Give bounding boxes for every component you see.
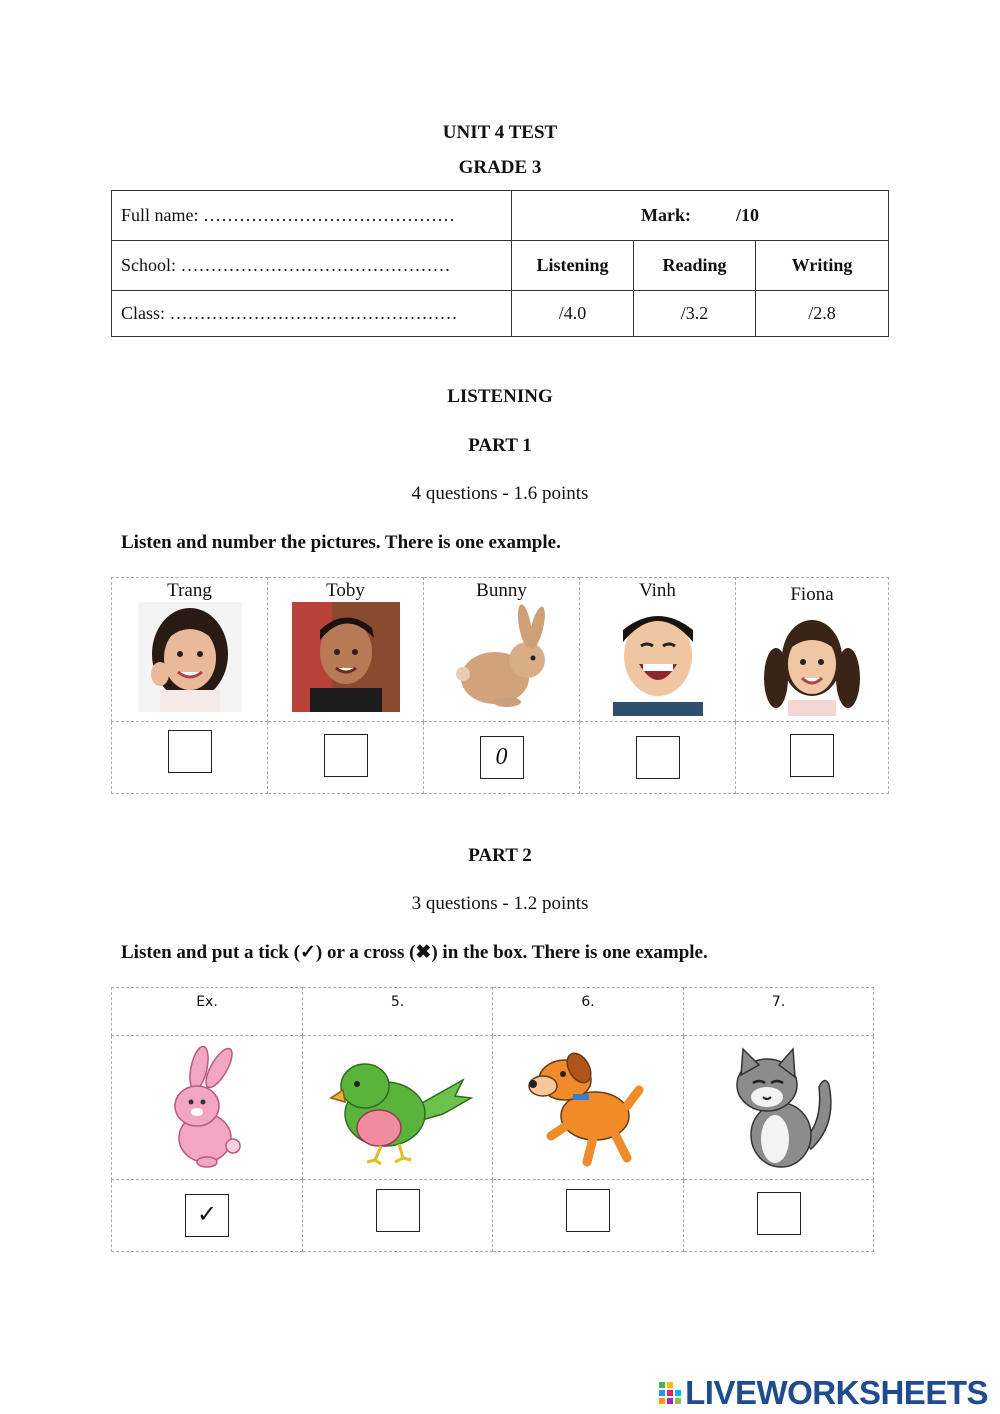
answer-cell [736, 722, 889, 794]
answer-cell [112, 722, 268, 794]
writing-score: /2.8 [756, 291, 889, 337]
cat-icon [719, 1045, 839, 1171]
part2-title: PART 2 [468, 845, 532, 866]
reading-score: /3.2 [634, 291, 756, 337]
picture-cell [493, 1036, 684, 1180]
answer-cell [268, 722, 424, 794]
part2-instruction: Listen and put a tick (✓) or a cross (✖) in the box. There is one example. [121, 942, 708, 963]
label-cell [493, 988, 684, 1036]
item-label-6: 6. [581, 994, 595, 1010]
picture-cell [684, 1036, 874, 1180]
answer-box-5[interactable] [376, 1189, 420, 1232]
part1-points: 4 questions - 1.6 points [411, 483, 589, 504]
school-field[interactable]: School: ……………………………………… [112, 241, 512, 291]
item-label-5: 5. [390, 994, 405, 1010]
answer-box-example: ✓ [185, 1194, 229, 1237]
answer-box-7[interactable] [757, 1192, 801, 1235]
part2-points: 3 questions - 1.2 points [411, 893, 589, 914]
answer-cell [303, 1180, 493, 1252]
answer-box-toby[interactable] [324, 734, 368, 777]
student-info-table [111, 190, 889, 337]
photo-cell-trang [112, 578, 268, 722]
photo-name: Toby [326, 580, 365, 601]
mark-cell [512, 191, 889, 241]
answer-cell [684, 1180, 874, 1252]
dog-icon [523, 1046, 653, 1170]
listening-title: LISTENING [447, 386, 553, 407]
grade-title: GRADE 3 [458, 157, 542, 178]
mark-total: /10 [735, 205, 759, 225]
photo-name: Fiona [790, 584, 834, 605]
bird-icon [323, 1050, 473, 1166]
answer-box-6[interactable] [566, 1189, 610, 1232]
answer-box-vinh[interactable] [636, 736, 680, 779]
photo-cell-vinh [580, 578, 736, 722]
liveworksheets-icon [659, 1382, 681, 1408]
rabbit-icon [159, 1046, 255, 1170]
boy-laughing-photo-icon [603, 602, 713, 716]
part2-grid [111, 987, 874, 1252]
mark-label: Mark: [641, 205, 691, 225]
answer-cell [424, 722, 580, 794]
liveworksheets-logo [659, 1374, 988, 1412]
part1-instruction: Listen and number the pictures. There is one example. [121, 532, 561, 553]
answer-cell [580, 722, 736, 794]
label-cell [303, 988, 493, 1036]
label-cell [112, 988, 303, 1036]
photo-name: Trang [167, 580, 212, 601]
listening-header: Listening [512, 241, 634, 291]
photo-name: Bunny [476, 580, 527, 601]
answer-box-trang[interactable] [168, 730, 212, 773]
picture-cell [303, 1036, 493, 1180]
reading-header: Reading [634, 241, 756, 291]
photo-cell-bunny [424, 578, 580, 722]
photo-name: Vinh [639, 580, 676, 601]
full-name-field[interactable]: Full name: …………………………………… [112, 191, 512, 241]
label-cell [684, 988, 874, 1036]
boy-photo-icon [292, 602, 400, 712]
writing-header: Writing [756, 241, 889, 291]
item-label-7: 7. [771, 994, 786, 1010]
answer-box-fiona[interactable] [790, 734, 834, 777]
part1-title: PART 1 [468, 435, 532, 456]
test-title: UNIT 4 TEST [442, 122, 558, 143]
answer-box-bunny: 0 [480, 736, 524, 779]
rabbit-photo-icon [447, 602, 557, 712]
answer-cell [112, 1180, 303, 1252]
item-label-example: Ex. [196, 994, 218, 1010]
part1-grid [111, 577, 889, 794]
picture-cell [112, 1036, 303, 1180]
listening-score: /4.0 [512, 291, 634, 337]
photo-cell-toby [268, 578, 424, 722]
girl-pigtails-photo-icon [762, 606, 862, 716]
brand-text: LIVEWORKSHEETS [685, 1374, 988, 1411]
answer-cell [493, 1180, 684, 1252]
class-field[interactable]: Class: ………………………………………… [112, 291, 512, 337]
girl-photo-icon [138, 602, 242, 712]
photo-cell-fiona [736, 578, 889, 722]
